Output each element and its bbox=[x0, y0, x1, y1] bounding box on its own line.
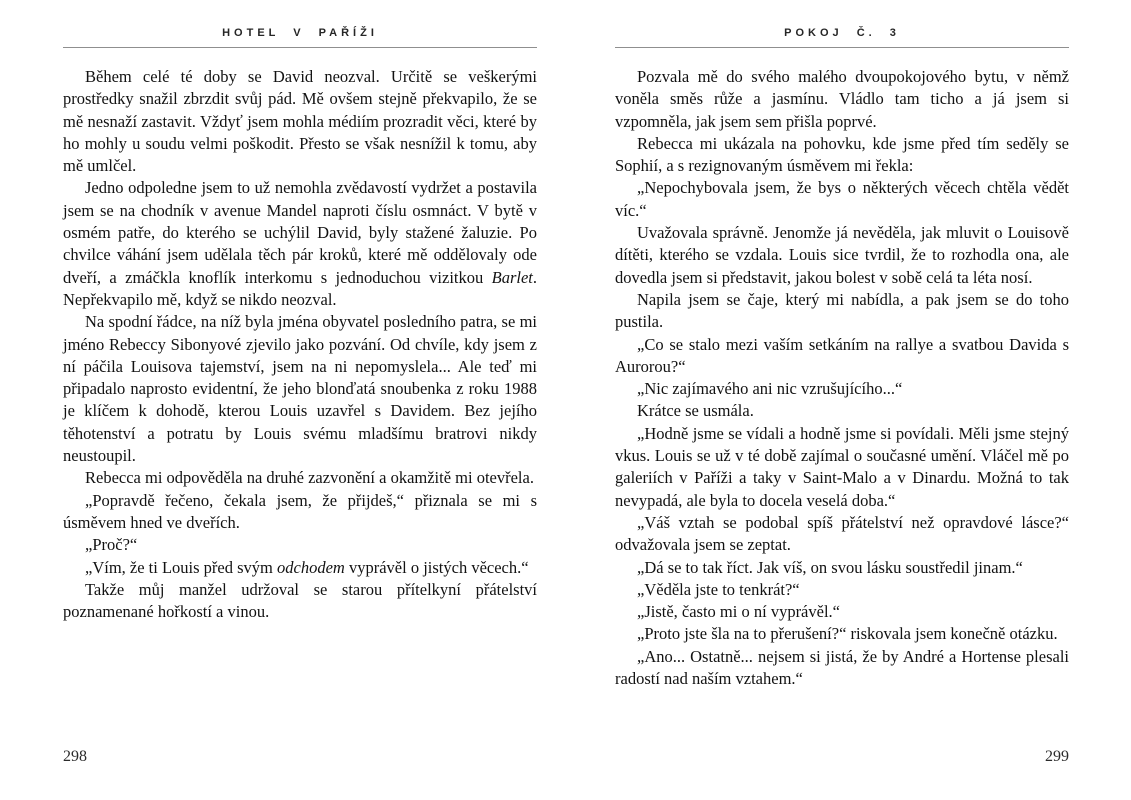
header-rule-left bbox=[63, 47, 537, 48]
paragraph: Napila jsem se čaje, který mi nabídla, a pak jsem se do toho pustila. bbox=[615, 289, 1069, 332]
paragraph: Takže můj manžel udržoval se starou přítelkyní přátelství poznamenané hořkostí a vinou. bbox=[63, 579, 537, 622]
running-header-left: HOTEL V PAŘÍŽI bbox=[222, 27, 378, 39]
paragraph: „Co se stalo mezi vaším setkáním na rallye a svatbou Davida s Aurorou?“ bbox=[615, 334, 1069, 376]
paragraph: Pozvala mě do svého malého dvoupokojového bytu, v němž voněla směs růže a jasmínu. Vládlo tam ticho a já jsem si vzpomněla, jak jsem sem přišla poprvé. bbox=[615, 67, 1069, 131]
paragraph: Krátce se usmála. bbox=[637, 401, 754, 421]
paragraph: „Hodně jsme se vídali a hodně jsme si povídali. Měli jsme stejný vkus. Louis se už v té době zajímal o současné umění. Vláčel mě po galeriích v Paříži a taky v Saint-Malo a v Dinardu. Možná to tak nevypadá, ale byla to docela veselá doba.“ bbox=[615, 423, 1069, 510]
paragraph: Během celé té doby se David neozval. Určitě se veškerými prostředky snažil zbrzdit svůj pád. Mě ovšem stejně překvapilo, že se mě nesnaží zastavit. Vždyť jsem mohla médiím prozradit věci, které by ho mohly u soudu velmi poškodit. Přesto se však nesnížil k tomu, aby mě umlčel. bbox=[63, 67, 537, 176]
running-header-right: POKOJ Č. 3 bbox=[784, 27, 900, 39]
paragraph: „Nic zajímavého ani nic vzrušujícího...“ bbox=[637, 379, 903, 399]
paragraph: Rebecca mi ukázala na pohovku, kde jsme před tím seděly se Sophií, a s rezignovaným úsměvem mi řekla: bbox=[615, 133, 1069, 176]
paragraph: „Popravdě řečeno, čekala jsem, že přijdeš,“ přiznala se mi s úsměvem hned ve dveřích. bbox=[63, 490, 537, 532]
page-number-right: 299 bbox=[1045, 748, 1069, 765]
paragraph: Uvažovala správně. Jenomže já nevěděla, jak mluvit o Louisově dítěti, kterého se vzdala. Louis sice tvrdil, že to rozhodla ona, ale dovedla jsem si představit, jakou bolest v sobě celá ta léta nosí. bbox=[615, 223, 1069, 287]
page-number-left: 298 bbox=[63, 748, 87, 765]
paragraph: „Proč?“ bbox=[85, 535, 138, 555]
paragraph: „Váš vztah se podobal spíš přátelství než opravdové lásce?“ odvažovala jsem se zeptat. bbox=[615, 512, 1069, 555]
paragraph: Jedno odpoledne jsem to už nemohla zvědavostí vydržet a postavila jsem se na chodník v avenue Mandel naproti číslu osmnáct. V bytě v osmém patře, do kterého se uchýlil David, byly stažené žaluzie. Po chvilce váhání jsem udělala těch pár kroků, které mě oddělovaly ode dveří, a zmáčkla knoflík interkomu s jednoduchou vizitkou Barlet. Nepřekvapilo mě, když se nikdo neozval. bbox=[63, 178, 537, 309]
header-rule-right bbox=[615, 47, 1069, 48]
left-page bbox=[63, 0, 537, 800]
paragraph: Na spodní řádce, na níž byla jména obyvatel posledního patra, se mi jméno Rebeccy Sibonyové zjevilo jako pozvání. Od chvíle, kdy jsem z ní páčila Louisova tajemství, jsem na ni nepomyslela... Ale teď mi připadalo naprosto evidentní, že jeho blonďatá snoubenka z roku 1988 je klíčem k dohodě, kterou Louis uzavřel s Davidem. Bez jejího těhotenství a potratu by Louis svému mladšímu bratrovi nikdy neustoupil. bbox=[63, 312, 537, 466]
paragraph: „Proto jste šla na to přerušení?“ riskovala jsem konečně otázku. bbox=[637, 624, 1058, 644]
paragraph: Rebecca mi odpověděla na druhé zazvonění a okamžitě mi otevřela. bbox=[85, 468, 534, 488]
paragraph: „Dá se to tak říct. Jak víš, on svou lásku soustředil jinam.“ bbox=[637, 557, 1023, 577]
paragraph: „Jistě, často mi o ní vyprávěl.“ bbox=[637, 602, 840, 622]
page-text-left bbox=[63, 66, 537, 623]
paragraph: „Vím, že ti Louis před svým odchodem vyprávěl o jistých věcech.“ bbox=[85, 557, 529, 577]
paragraph: „Ano... Ostatně... nejsem si jistá, že by André a Hortense plesali radostí nad naším vztahem.“ bbox=[615, 646, 1069, 689]
paragraph: „Nepochybovala jsem, že bys o některých věcech chtěla vědět víc.“ bbox=[615, 178, 1069, 220]
right-page bbox=[615, 0, 1069, 800]
paragraph: „Věděla jste to tenkrát?“ bbox=[637, 579, 800, 599]
page-text-right bbox=[615, 66, 1069, 690]
